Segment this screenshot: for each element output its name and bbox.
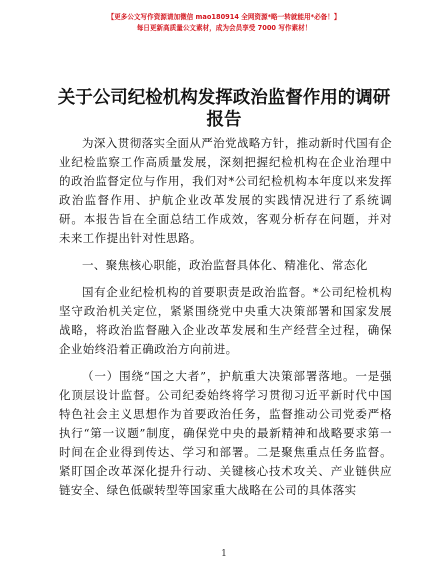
section-heading: 一、聚焦核心职能，政治监督具体化、精准化、常态化 <box>82 258 368 272</box>
paragraph-gap <box>59 248 392 256</box>
document-title: 关于公司纪检机构发挥政治监督作用的调研报告 <box>57 88 391 130</box>
paragraph-gap <box>59 359 392 367</box>
page-number: 1 <box>221 549 227 559</box>
paragraph-gap <box>59 275 392 283</box>
intro-paragraph: 为深入贯彻落实全面从严治党战略方针，推动新时代国有企业纪检监察工作高质量发展，深刻把握纪检机构在企业治理中的政治监督定位与作用，我们对*公司纪检机构本年度以来发挥政治监督作用、护航企业改革发展的实践情况进行了系统调研。本报告旨在全面总结工作成效，客观分析存在问题，并对未来工作提出针对性思路。 <box>59 136 392 245</box>
document-body <box>59 134 392 500</box>
promo-banner <box>0 12 448 34</box>
body-paragraph: （一）围绕“国之大者”，护航重大决策部署落地。一是强化顶层设计监督。公司纪委始终将学习贯彻习近平新时代中国特色社会主义思想作为首要政治任务，监督推动公司党委严格执行“第一议题”制度，确保党中央的最新精神和战略要求第一时间在企业得到传达、学习和部署。二是聚焦重点任务监督。紧盯国企改革深化提升行动、关键核心技术攻关、产业链供应链安全、绿色低碳转型等国家重大战略在公司的具体落实 <box>59 369 392 497</box>
body-paragraph: 国有企业纪检机构的首要职责是政治监督。*公司纪检机构坚守政治机关定位，紧紧围绕党中央重大决策部署和国家发展战略，将政治监督融入企业改革发展和生产经营全过程，确保企业始终沿着正确政治方向前进。 <box>59 285 392 356</box>
promo-banner-line-2: 每日更新高质量公文素材，成为会员享受 7000 写作素材！ <box>136 24 312 32</box>
promo-banner-line-1: 【更多公文写作资源请加微信 mao180914 全网资源*略一转就能用*必备！】 <box>107 13 341 21</box>
